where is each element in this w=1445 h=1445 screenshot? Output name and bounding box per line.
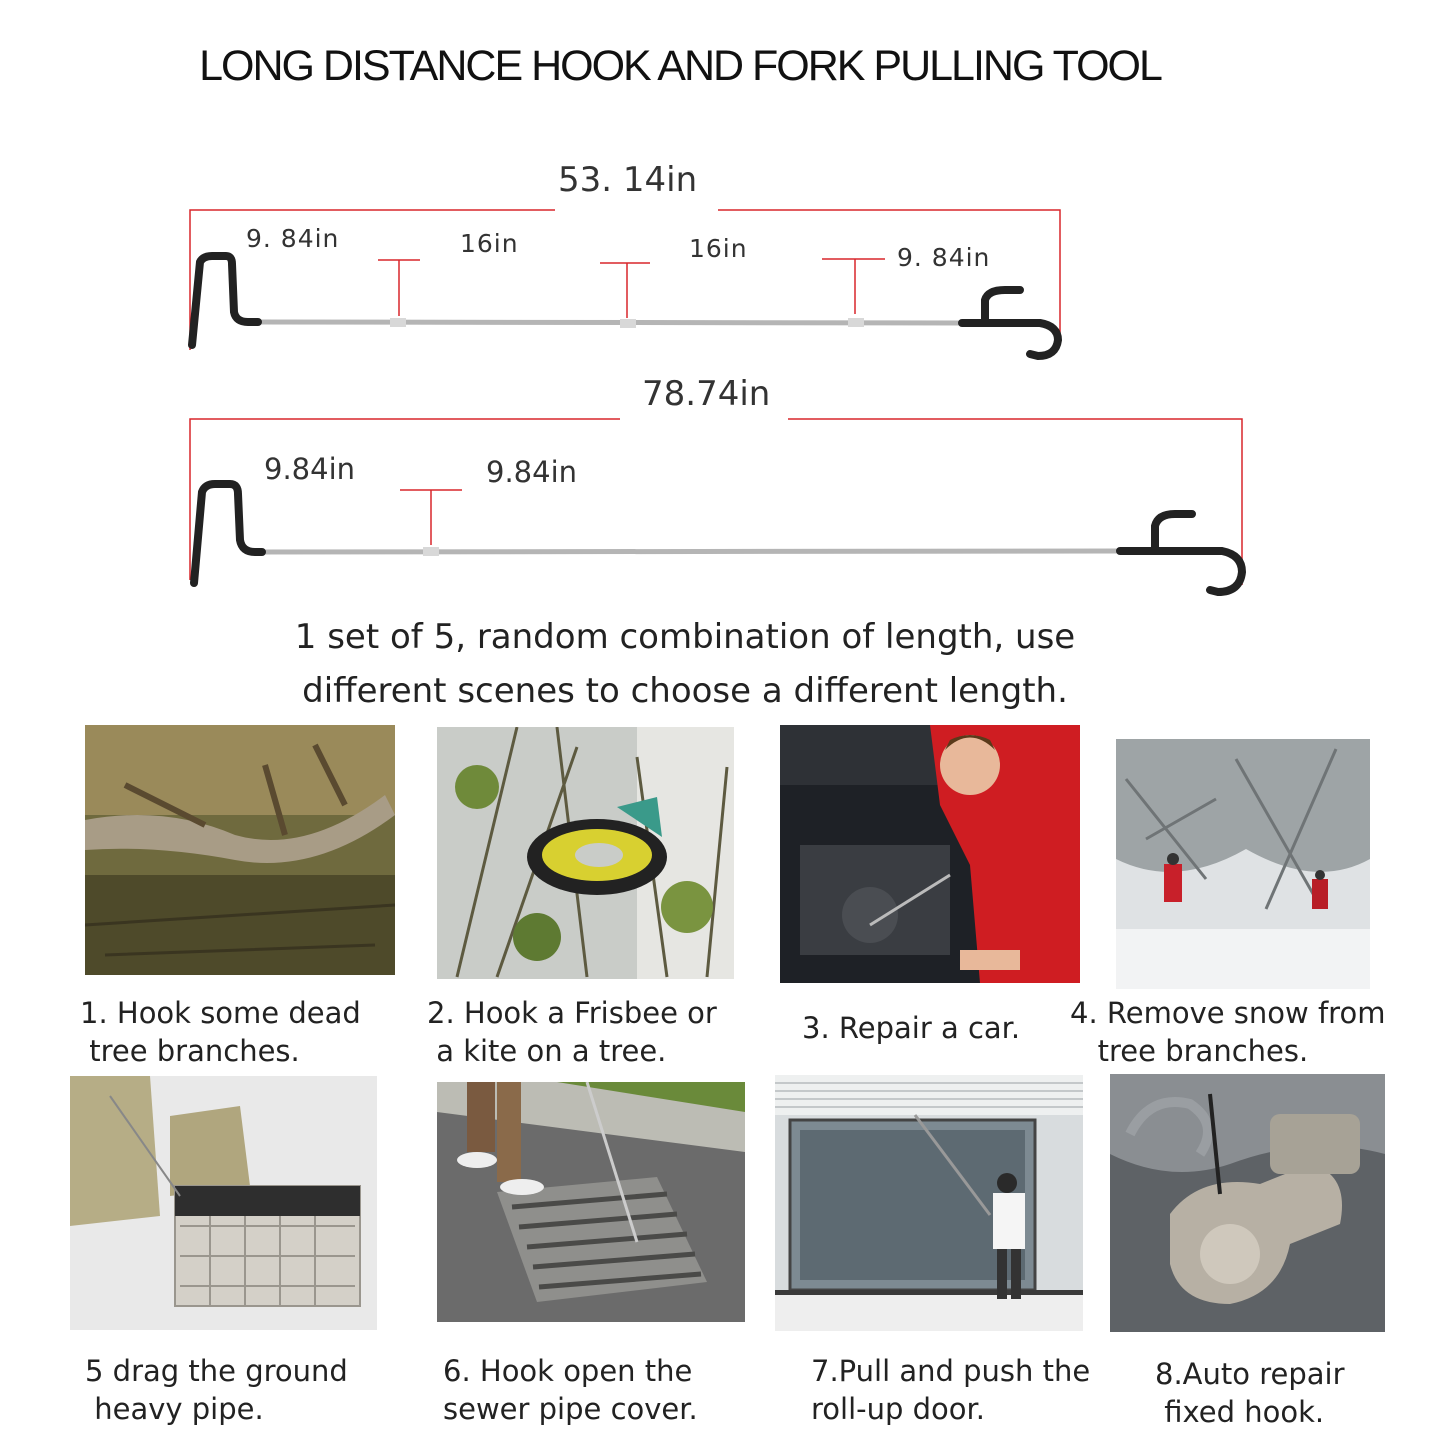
long-tool-segment-2: 9.84in — [486, 455, 578, 489]
use-label-8: 8.Auto repair fixed hook. — [1155, 1357, 1345, 1429]
short-tool-segment-3: 16in — [689, 234, 748, 263]
scene-car-repair-image — [780, 725, 1080, 983]
use-label-4: 4. Remove snow from tree branches. — [1070, 996, 1386, 1068]
long-tool-dimension-lines — [190, 419, 1242, 585]
use-label-5: 5 drag the ground heavy pipe. — [85, 1354, 348, 1426]
scene-snow-branches-image — [1116, 739, 1370, 989]
short-tool-left-hook — [192, 256, 258, 345]
short-tool-rod — [255, 318, 965, 328]
short-tool-total-length: 53. 14in — [552, 160, 703, 200]
short-tool-segment-4: 9. 84in — [897, 243, 991, 272]
scene-rollup-door-image — [775, 1075, 1083, 1331]
use-label-1: 1. Hook some dead tree branches. — [80, 996, 361, 1068]
scene-dead-branches-image — [85, 725, 395, 975]
long-tool-segment-1: 9.84in — [264, 452, 356, 486]
tool-dimension-diagram — [0, 0, 1445, 620]
use-label-3: 3. Repair a car. — [802, 1011, 1021, 1045]
description-line-1: 1 set of 5, random combination of length, use — [294, 617, 1076, 657]
short-tool-right-fork — [962, 290, 1058, 356]
short-tool-segment-2: 16in — [460, 229, 519, 258]
use-label-6: 6. Hook open the sewer pipe cover. — [443, 1354, 698, 1426]
scene-sewer-cover-image — [437, 1082, 745, 1322]
description-line-2: different scenes to choose a different length. — [302, 671, 1068, 711]
long-tool-rod — [255, 547, 1125, 556]
description — [0, 610, 1370, 718]
scene-frisbee-tree-image — [437, 727, 734, 979]
long-tool-right-fork — [1120, 514, 1242, 592]
short-tool-segment-1: 9. 84in — [246, 224, 340, 253]
use-label-7: 7.Pull and push the roll-up door. — [811, 1354, 1091, 1426]
scene-drag-heavy-image — [70, 1076, 377, 1330]
scene-auto-repair-hook-image — [1110, 1074, 1385, 1332]
use-label-2: 2. Hook a Frisbee or a kite on a tree. — [427, 996, 717, 1068]
page-title: LONG DISTANCE HOOK AND FORK PULLING TOOL — [199, 42, 1161, 90]
long-tool-left-hook — [194, 484, 262, 583]
long-tool-total-length: 78.74in — [636, 374, 776, 414]
